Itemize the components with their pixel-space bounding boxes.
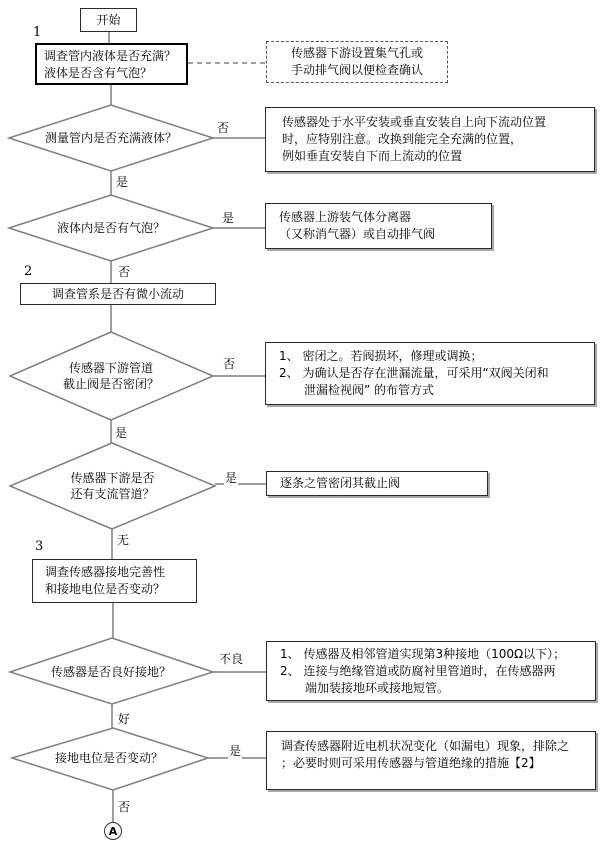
action-line: 2、 连接与绝缘管道或防腐衬里管道时，在传感器两 <box>280 664 556 678</box>
decision-text: 还有支流管道？ <box>70 487 155 501</box>
action-box-close-branch-valves <box>266 471 488 496</box>
action-line: 时，应特别注意。改换到能完全充满的位置， <box>282 132 523 146</box>
process-box-check-liquid-full <box>35 43 188 85</box>
offpage-connector-a <box>104 822 122 840</box>
process-line: 调查管系是否有微小流动 <box>51 286 184 301</box>
start-node <box>80 8 137 32</box>
action-box-double-valve <box>265 342 595 405</box>
process-line: 和接地电位是否变动？ <box>45 582 166 596</box>
branch-label-no: 否 <box>217 121 230 135</box>
process-line: 液体是否含有气泡？ <box>44 66 153 80</box>
action-line: 调查传感器附近电机状况变化（如漏电）现象，排除之 <box>281 739 570 753</box>
branch-label-yes: 是 <box>116 175 129 189</box>
action-line: ；必要时则可采用传感器与管道绝缘的措施【2】 <box>281 756 541 770</box>
branch-label-none: 无 <box>117 533 130 547</box>
action-line: （又称消气器）或自动排气阀 <box>279 227 436 241</box>
start-label: 开始 <box>96 12 121 27</box>
note-line: 手动排气阀以便检查确认 <box>290 63 423 77</box>
decision-text: 传感器下游是否 <box>70 471 155 485</box>
process-line: 调查传感器接地完善性 <box>45 565 166 579</box>
decision-text: 测量管内是否充满液体？ <box>44 131 177 145</box>
decision-diamond-bubbles-in-liquid <box>9 195 213 261</box>
process-line: 调查管内液体是否充满？ <box>44 49 177 63</box>
action-line: 1、 传感器及相邻管道实现第3种接地（100Ω以下）； <box>280 647 566 661</box>
section-number-3: 3 <box>35 539 44 554</box>
action-line: 端加装接地环或接地短管。 <box>305 681 450 695</box>
decision-text: 接地电位是否变动？ <box>54 751 163 765</box>
section-number-1: 1 <box>33 25 42 40</box>
note-line: 传感器下游设置集气孔或 <box>290 46 423 60</box>
branch-label-yes: 是 <box>115 426 128 440</box>
action-box-gas-separator <box>265 203 492 249</box>
branch-label-good: 好 <box>118 712 131 726</box>
decision-diamond-ground-potential <box>12 728 208 790</box>
branch-label-no: 否 <box>118 800 131 814</box>
branch-label-yes: 是 <box>229 744 242 758</box>
decision-diamond-measuring-tube-full <box>9 105 213 171</box>
note-box-vent-valve <box>266 41 448 83</box>
action-box-grounding-measures <box>266 641 596 701</box>
process-box-check-micro-flow <box>20 283 216 305</box>
section-number-2: 2 <box>24 264 33 279</box>
offpage-connector-label: A <box>108 824 118 838</box>
decision-diamond-stop-valve-sealed <box>10 332 213 420</box>
process-box-check-grounding <box>32 559 197 603</box>
action-line: 逐条之管密闭其截止阀 <box>280 476 401 490</box>
decision-text: 截止阀是否密闭？ <box>62 377 159 391</box>
branch-label-bad: 不良 <box>219 652 244 666</box>
branch-label-yes: 是 <box>222 211 235 225</box>
action-box-motor-leakage <box>266 731 596 790</box>
action-box-installation-position <box>265 107 595 172</box>
branch-label-no: 否 <box>118 265 131 279</box>
action-line: 传感器上游装气体分离器 <box>279 210 412 224</box>
decision-text: 传感器下游管道 <box>68 361 153 375</box>
decision-text: 液体内是否有气泡？ <box>56 221 165 235</box>
action-line: 2、 为确认是否存在泄漏流量，可采用“双阀关闭和 <box>279 366 549 380</box>
action-line: 泄漏检视阀” 的布管方式 <box>304 383 435 397</box>
action-line: 传感器处于水平安装或垂直安装自上向下流动位置 <box>282 115 547 129</box>
decision-text: 传感器是否良好接地？ <box>50 665 171 679</box>
decision-diamond-sensor-grounded <box>10 638 213 704</box>
action-line: 1、 密闭之。若阀损坏，修理或调换； <box>279 349 483 363</box>
branch-label-yes: 是 <box>225 471 238 485</box>
action-line: 例如垂直安装自下而上流动的位置 <box>282 149 463 163</box>
decision-diamond-branch-pipes <box>10 443 215 529</box>
branch-label-no: 否 <box>223 357 236 371</box>
